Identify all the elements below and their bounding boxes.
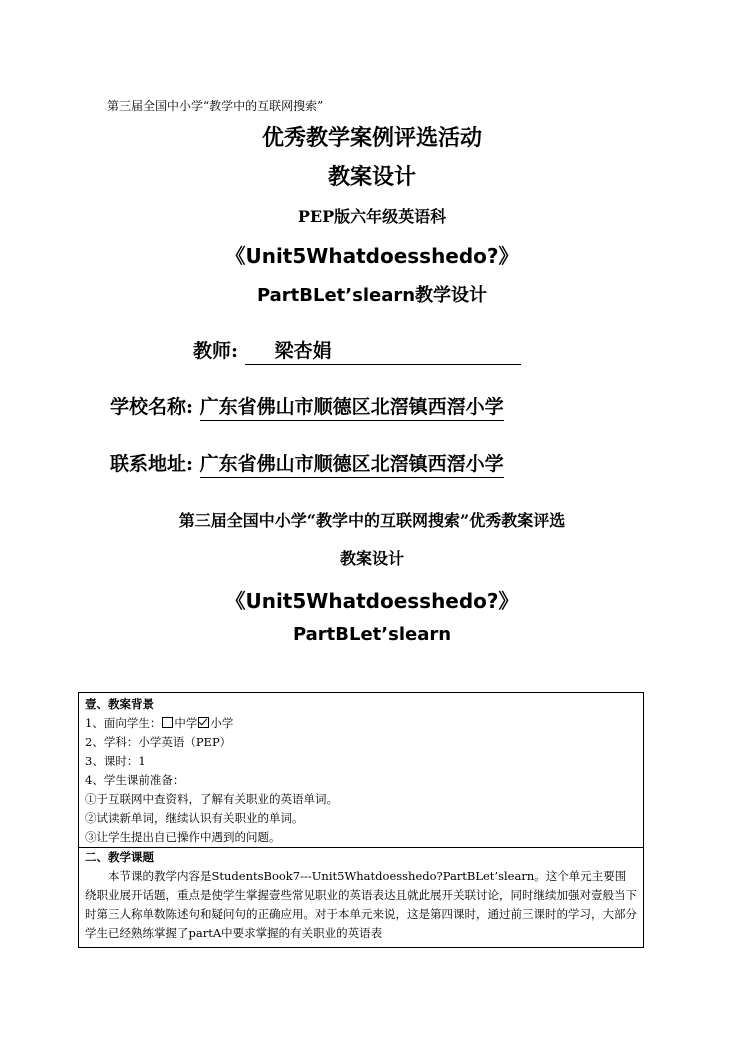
lesson-plan-table [78, 692, 644, 948]
school-field [110, 392, 504, 421]
address-label: 联系地址: [110, 453, 194, 475]
item-lessons: 3、课时：1 [85, 754, 146, 768]
prep-step-1: ①于互联网中查资料，了解有关职业的英语单词。 [85, 792, 338, 806]
second-title-unit: 《Unit5Whatdoesshedo?》 [225, 589, 519, 613]
item-preparation: 4、学生课前准备： [85, 773, 185, 787]
item-subject: 2、学科：小学英语（PEP） [85, 735, 232, 749]
prep-step-2: ②试读新单词，继续认识有关职业的单词。 [85, 811, 304, 825]
item1-option-primary: 小学 [210, 716, 234, 730]
item-target-students [79, 714, 643, 733]
cover-subject: PEP版六年级英语科 [297, 207, 447, 226]
address-field [110, 449, 504, 478]
checkbox-unchecked-icon [162, 717, 173, 728]
teacher-value: 梁杏娟 [245, 336, 521, 365]
school-value: 广东省佛山市顺德区北滘镇西滘小学 [200, 392, 504, 421]
second-title-part: PartBLet’slearn [292, 624, 452, 645]
address-value: 广东省佛山市顺德区北滘镇西滘小学 [200, 449, 504, 478]
section2-heading: 二、教学课题 [85, 850, 154, 864]
section2-body: 本节课的教学内容是StudentsBook7---Unit5Whatdoesshedo?PartBLet’slearn。这个单元主要围绕职业展开话题，重点是使学生掌握壹些常见职业的英语表达且就此展开关联讨论，同时继续加强对壹般当下时第三人称单数陈述句和疑问句的正确应用。对于本单元来说，这是第四课时，通过前三课时的学习，大部分学生已经熟练掌握了partA中要求掌握的有关职业的英语表 [85, 869, 637, 940]
school-label: 学校名称: [110, 396, 194, 418]
item1-prefix: 1、面向学生： [85, 716, 162, 730]
section1-heading: 壹、教案背景 [85, 697, 154, 711]
prep-step-3: ③让学生提出自已操作中遇到的问题。 [85, 830, 281, 844]
cover-part: PartBLet’slearn教学设计 [256, 285, 488, 306]
second-title-line1: 第三届全国中小学“教学中的互联网搜索”优秀教案评选 [178, 511, 566, 530]
header-note: 第三届全国中小学“教学中的互联网搜索” [107, 99, 324, 113]
second-title-line2: 教案设计 [339, 549, 404, 568]
cover-unit: 《Unit5Whatdoesshedo?》 [225, 244, 519, 268]
checkbox-checked-icon [198, 717, 209, 728]
cover-title-line2: 教案设计 [327, 164, 416, 190]
teacher-field [193, 336, 521, 365]
teacher-label: 教师: [193, 340, 239, 362]
cover-title-line1: 优秀教学案例评选活动 [261, 125, 482, 151]
item1-option-middle: 中学 [174, 716, 198, 730]
